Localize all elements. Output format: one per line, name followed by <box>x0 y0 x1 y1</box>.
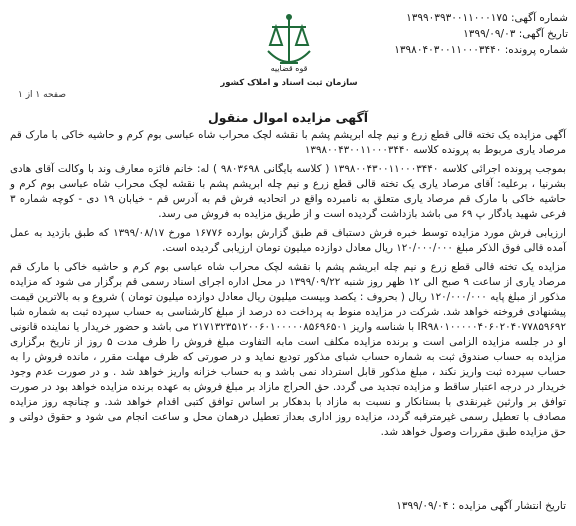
paragraph-intro: آگهی مزایده یک تخته قالی قطع زرع و نیم چله ابریشم پشم با نقشه لچک محراب شاه عباسی بوم کرم و حاشیه خاکی با مارک قم مرصاد یاری مربوط به پرونده کلاسه ۱۳۹۸۰۰۴۳۰۰۱۱۰۰۰۳۴۴۰ <box>10 129 566 156</box>
emblem-caption: قوه قضاییه <box>270 64 308 73</box>
document-title: آگهی مزایده اموال منقول <box>207 110 369 125</box>
page-number: صفحه ۱ از ۱ <box>18 90 66 100</box>
paragraph-terms: مزایده یک تخته قالی قطع زرع و نیم چله ابریشم پشم با نقشه لچک محراب شاه عباسی بوم کرم و حاشیه خاکی با مارک قم مرصاد یاری از ساعت ۹ صبح الی ۱۲ ظهر روز شنبه ۱۳۹۹/۰۹/۲۲ در محل اداره اجرای اسناد رسمی قم برگزار می شود که مزایده مذکور از مبلغ پایه ۱۲۰/۰۰۰/۰۰۰ ریال ( بحروف : یکصد وبیست میلیون ریال معادل دوازده میلیون تومان ) شروع و به بالاترین قیمت پیشنهادی فروخته خواهد شد. شرکت در مزایده منوط به پرداخت ده درصد از مبلغ کارشناسی به حساب سپرده ثبت به شماره شبا IR۹۸۰۱۰۰۰۰۰۴۰۶۰۲۰۴۰۷۷۸۵۹۶۹۲ با شناسه واریز ۲۱۷۱۳۲۳۵۱۲۰۰۶۰۱۰۰۰۰۰۸۵۶۹۶۵۰۱ می باشد و حضور خریدار یا نماینده قانونی او در جلسه مزایده الزامی است و برنده مزایده مکلف است مابه التفاوت مبلغ فروش را ظرف مدت ۵ روز از تاریخ برگزاری مزایده به حساب صندوق ثبت به شماره حساب شبای مذکور تودیع نماید و در صورتی که ظرف مهلت مقرر ، مانده فروش را به حساب سپرده ثبت واریز نکند ، مبلغ مذکور قابل استرداد نمی باشد و به حساب خزانه واریز خواهد شد . و در صورت عدم وجود خریدار در درجه اعتبار ساقط و مزایده تجدید می گردد. حق الحراج مازاد بر مبلغ فروش به عهده برنده مزایده خواهد بود در صورت توافق بر وارثین غیرنقدی با بستانکار و نسبت به مازاد با بدهکار بر اساس توافق کتبی اقدام خواهد شد. و چنانچه روز مزایده مصادف با تعطیل رسمی غیرمترقبه گردد، مزایده روز اداری بعداز تعطیل درهمان محل و ساعت انجام می شود و حقوق دولتی و حق مزایده طبق مقررات وصول خواهد شد. <box>10 261 566 438</box>
paragraph-valuation: ارزیابی فرش مورد مزایده توسط خبره فرش دستباف قم طبق گزارش بوارده ۱۶۷۷۶ مورخ ۱۳۹۹/۰۸/۱۷ که طبق بازدید به عمل آمده قالی فوق الذکر مبلغ ۱۲۰/۰۰۰/۰۰۰ ریال معادل دوازده میلیون تومان ارزیابی گردیده است. <box>10 227 566 254</box>
publish-date: تاریخ انتشار آگهی مزایده : ۱۳۹۹/۰۹/۰۴ <box>396 500 566 512</box>
document-body <box>10 128 566 444</box>
file-number: شماره پرونده: ۱۳۹۸۰۴۰۳۰۰۱۱۰۰۰۳۴۴۰ <box>394 44 568 56</box>
org-name: سازمان ثبت اسناد و املاک کشور <box>220 78 358 88</box>
ad-number: شماره آگهی: ۱۳۹۹۰۳۹۳۰۰۱۱۰۰۰۱۷۵ <box>406 12 568 24</box>
paragraph-case: بموجب پرونده اجرائی کلاسه ۱۳۹۸۰۰۴۳۰۰۱۱۰۰۰۳۴۴۰ ( کلاسه بایگانی ۹۸۰۳۶۹۸ ) له: خانم فائزه معارف وند با وکالت آقای هادی بشرنیا ، برعلیه: آقای مرصاد یاری یک تخته قالی قطع زرع و نیم چله ابریشم پشم با نقشه لچک محراب شاه عباسی بوم کرم و حاشیه خاکی با مارک قم مرصاد یاری متعلق به نامبرده واقع در اتحادیه فرش قم به آدرس قم - خیابان ۱۹ دی - کوچه شماره ۳ فرعی شهید یادگار پ ۶۹ می باشد بازداشت گردیده است و از طریق مزایده به فروش می رسد. <box>10 163 566 220</box>
ad-date: تاریخ آگهی: ۱۳۹۹/۰۹/۰۳ <box>463 28 568 40</box>
header-meta <box>328 10 568 58</box>
